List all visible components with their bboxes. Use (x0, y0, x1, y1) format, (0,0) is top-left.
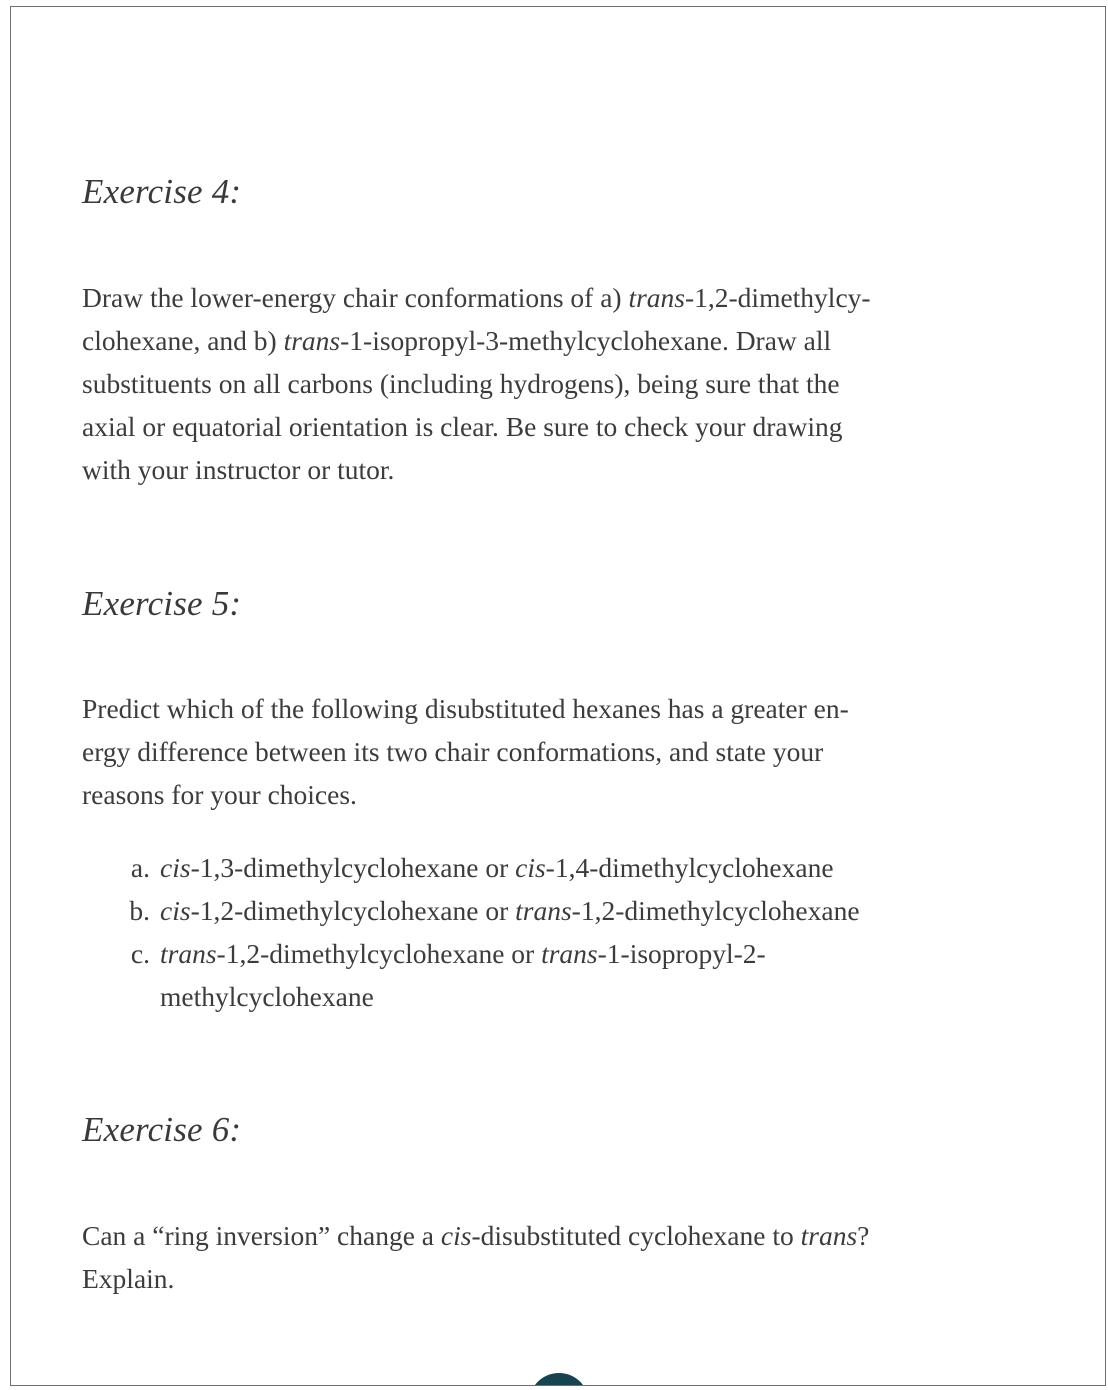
text-line: substituents on all carbons (including hydrogens), being sure that the (82, 368, 840, 399)
page-frame (10, 6, 1106, 1386)
list-item: c. trans-1,2-dimethylcyclohexane or trans-1-isopropyl-2- methylcyclohexane (82, 932, 1042, 1018)
exercise-6-heading: Exercise 6: (82, 1110, 242, 1149)
list-item: b. cis-1,2-dimethylcyclohexane or trans-1,2-dimethylcyclohexane (82, 889, 1042, 932)
list-item: a. cis-1,3-dimethylcyclohexane or cis-1,4-dimethylcyclohexane (82, 846, 1042, 889)
text-line: Draw the lower-energy chair conformations of a) trans-1,2-dimethylcy- (82, 282, 871, 313)
text-line: clohexane, and b) trans-1-isopropyl-3-methylcyclohexane. Draw all (82, 325, 832, 356)
text-line: ergy difference between its two chair conformations, and state your (82, 736, 824, 767)
exercise-5-choices (82, 846, 1042, 1018)
text-line: Explain. (82, 1263, 175, 1294)
list-marker: c. (130, 938, 150, 969)
text-line: with your instructor or tutor. (82, 454, 395, 485)
exercise-4-heading: Exercise 4: (82, 172, 242, 211)
text-line: Can a “ring inversion” change a cis-disubstituted cyclohexane to trans? (82, 1220, 870, 1251)
exercise-5-text (82, 687, 1042, 816)
scroll-nav-button[interactable] (529, 1373, 589, 1386)
text-line: reasons for your choices. (82, 779, 357, 810)
list-marker: b. (129, 895, 150, 926)
list-marker: a. (130, 852, 150, 883)
exercise-4-text (82, 276, 1042, 491)
exercise-6-text (82, 1214, 1042, 1300)
exercise-5-heading: Exercise 5: (82, 584, 242, 623)
text-line: axial or equatorial orientation is clear. Be sure to check your drawing (82, 411, 843, 442)
text-line: Predict which of the following disubstituted hexanes has a greater en- (82, 693, 849, 724)
